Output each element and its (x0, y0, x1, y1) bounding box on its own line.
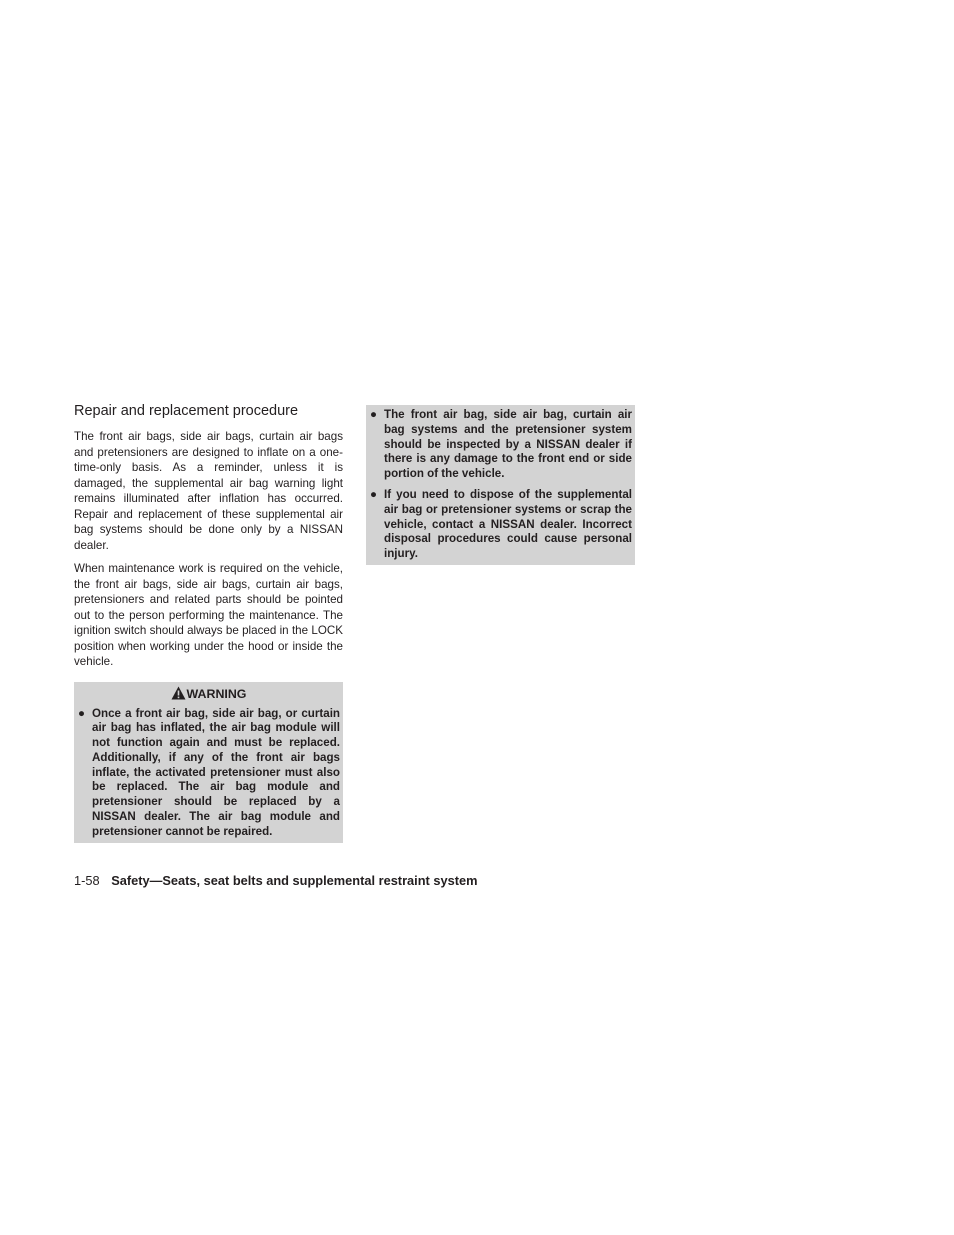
warning-label: WARNING (186, 686, 247, 701)
warning-continued-text: The front air bag, side air bag, curtain air bag systems and the pretensioner system should be inspected by a NISSAN dealer if there is any damage to the front end or side portion of the vehicle. (384, 408, 632, 481)
warning-title (77, 685, 340, 703)
warning-continued-bullet (369, 488, 632, 562)
warning-triangle-icon (171, 686, 186, 700)
warning-bullet (77, 707, 340, 840)
page-number: 1-58 (74, 873, 100, 888)
bullet-icon: ● (78, 706, 86, 720)
warning-box (74, 682, 343, 843)
warning-bullet-text: Once a front air bag, side air bag, or curtain air bag has inflated, the air bag module will not function again and must be replaced. Additionally, if any of the front air bags inflate, the activated pretensioner must also be replaced. The air bag module and pretensioner should be replaced by a NISSAN dealer. The air bag module and pretensioner cannot be repaired. (92, 706, 340, 838)
paragraph-maintenance: When maintenance work is required on the vehicle, the front air bags, side air bags, curtain air bags, pretensioners and related parts should be pointed out to the person performing the maintenance. The ignition switch should always be placed in the LOCK position when working under the hood or inside the vehicle. (74, 562, 343, 668)
bullet-icon: ● (370, 487, 378, 501)
left-column (74, 401, 343, 843)
bullet-icon: ● (370, 408, 378, 421)
page-footer (74, 872, 477, 890)
warning-continued-box (366, 405, 635, 565)
chapter-title: Safety—Seats, seat belts and supplemental restraint system (111, 873, 478, 888)
right-column (366, 405, 635, 565)
warning-continued-list (369, 408, 632, 562)
section-heading: Repair and replacement procedure (74, 403, 299, 419)
paragraph-inflation: The front air bags, side air bags, curtain air bags and pretensioners are designed to inflate on a one-time-only basis. As a reminder, unless it is damaged, the supplemental air bag warning light remains illuminated after inflation has occurred. Repair and replacement of these supplemental air bag systems should be done only by a NISSAN dealer. (74, 430, 343, 552)
warning-bullet-list (77, 707, 340, 840)
warning-continued-text: If you need to dispose of the supplemental air bag or pretensioner systems or scrap the vehicle, contact a NISSAN dealer. Incorrect disposal procedures could cause personal injury. (384, 487, 632, 561)
warning-continued-bullet (369, 408, 632, 482)
